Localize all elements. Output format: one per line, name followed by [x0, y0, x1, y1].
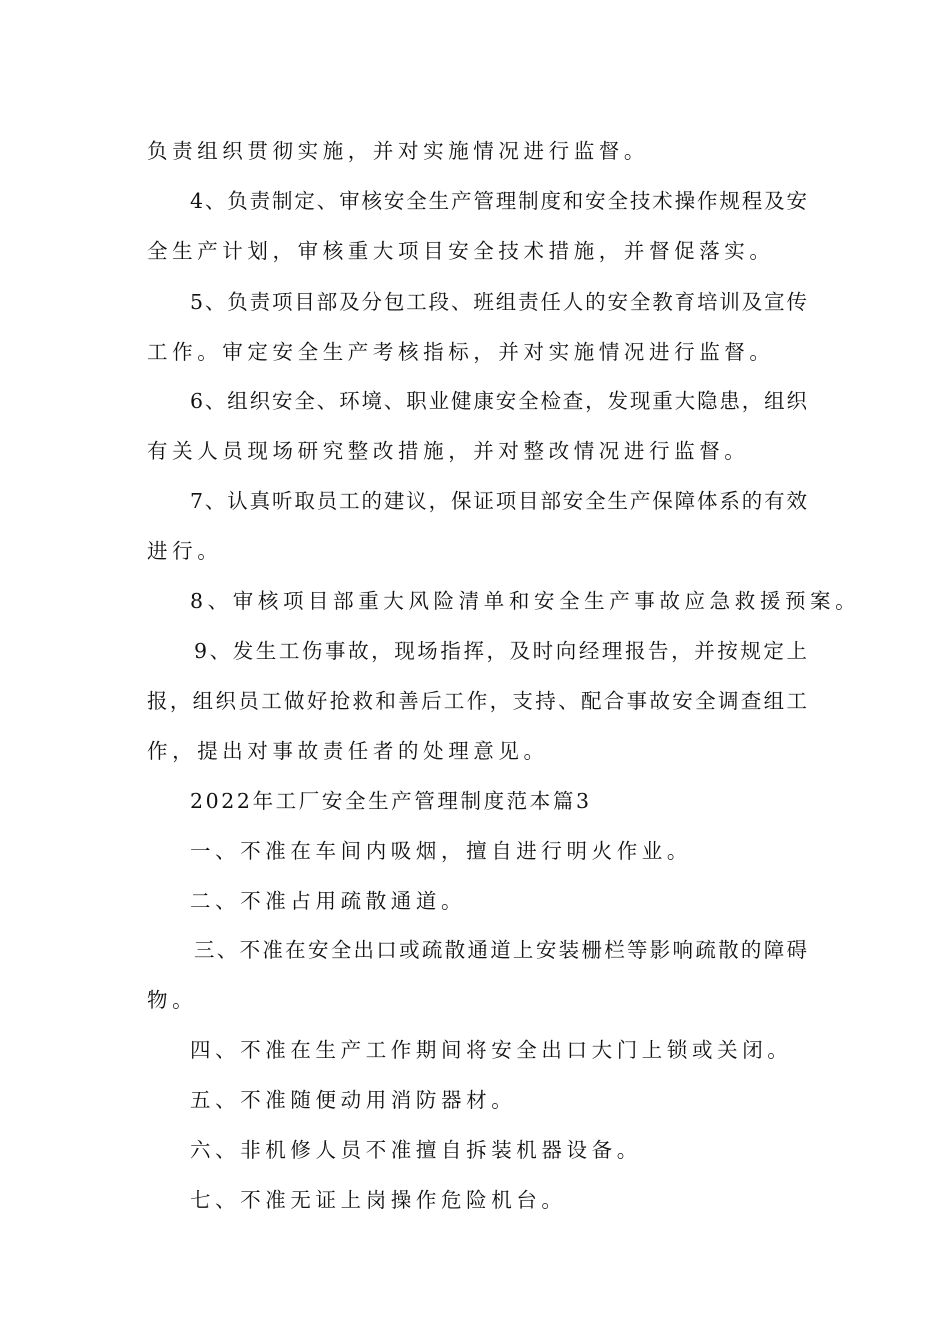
rule-item: 六、非机修人员不准擅自拆装机器设备。: [190, 1138, 642, 1162]
rule-item: 四、不准在生产工作期间将安全出口大门上锁或关闭。: [190, 1038, 793, 1062]
paragraph-line: 6、组织安全、环境、职业健康安全检查，发现重大隐患，组织: [190, 389, 807, 413]
rule-item: 七、不准无证上岗操作危险机台。: [190, 1188, 567, 1212]
paragraph-line: 4、负责制定、审核安全生产管理制度和安全技术操作规程及安: [190, 189, 807, 213]
paragraph-line: 作，提出对事故责任者的处理意见。: [147, 739, 549, 763]
section-heading: 2022年工厂安全生产管理制度范本篇3: [190, 789, 592, 813]
paragraph-line: 报，组织员工做好抢救和善后工作，支持、配合事故安全调查组工: [147, 689, 807, 713]
paragraph-line: 进行。: [147, 539, 223, 563]
rule-item: 五、不准随便动用消防器材。: [190, 1088, 517, 1112]
paragraph-line: 8、审核项目部重大风险清单和安全生产事故应急救援预案。: [190, 589, 861, 613]
rule-item: 三、不准在安全出口或疏散通道上安装栅栏等影响疏散的障碍: [194, 938, 807, 962]
paragraph-line: 7、认真听取员工的建议，保证项目部安全生产保障体系的有效: [190, 489, 807, 513]
paragraph-line: 工作。审定安全生产考核指标，并对实施情况进行监督。: [147, 340, 775, 364]
rule-item: 一、不准在车间内吸烟，擅自进行明火作业。: [190, 839, 692, 863]
paragraph-line: 负责组织贯彻实施，并对实施情况进行监督。: [147, 139, 649, 163]
rule-item: 二、不准占用疏散通道。: [190, 889, 467, 913]
paragraph-line: 全生产计划，审核重大项目安全技术措施，并督促落实。: [147, 239, 775, 263]
rule-item-continuation: 物。: [147, 988, 198, 1012]
paragraph-line: 9、发生工伤事故，现场指挥，及时向经理报告，并按规定上: [194, 639, 807, 663]
paragraph-line: 有关人员现场研究整改措施，并对整改情况进行监督。: [147, 439, 750, 463]
paragraph-line: 5、负责项目部及分包工段、班组责任人的安全教育培训及宣传: [190, 290, 807, 314]
